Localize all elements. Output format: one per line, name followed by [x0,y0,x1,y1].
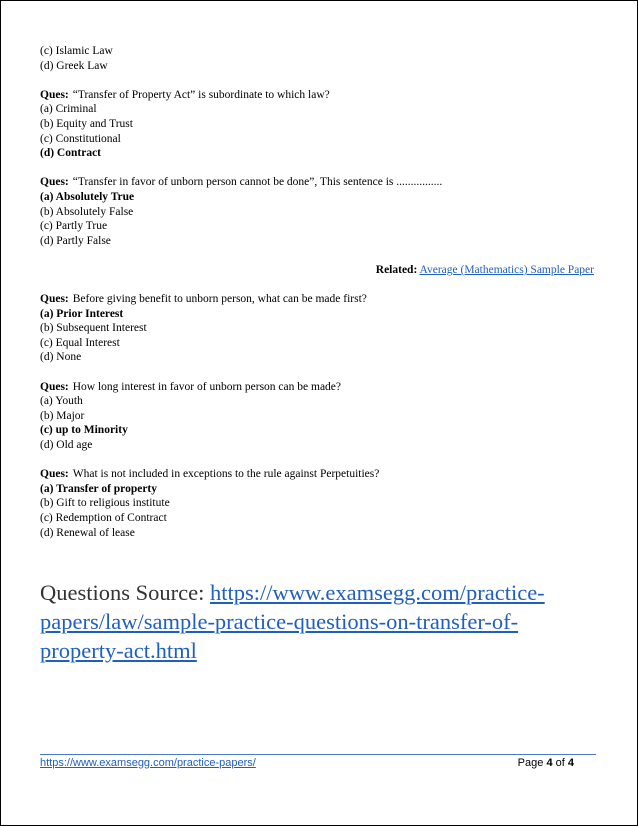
page-number [518,757,574,769]
ques-label: Ques: [40,88,69,101]
question-text: How long interest in favor of unborn person can be made? [72,380,342,393]
option: (c) Islamic Law [40,45,113,57]
option: (d) Old age [40,439,93,452]
option: (d) Renewal of lease [40,526,135,539]
question-text: Before giving benefit to unborn person, what can be made first? [72,293,367,306]
question-text: “Transfer of Property Act” is subordinate to which law? [72,88,330,101]
correct-option: (d) Contract [40,147,101,160]
question [40,467,600,482]
page-of: of [555,757,565,769]
option: (a) Youth [40,395,83,408]
option: (d) None [40,351,82,364]
option: (c) Constitutional [40,132,121,145]
source-link-part-1[interactable]: https://www.examsegg.com/practice- [209,580,545,605]
option: (b) Equity and Trust [40,117,133,130]
source-label: Questions Source: [40,580,205,605]
current-page: 4 [546,757,553,769]
ques-label: Ques: [40,176,69,189]
footer-url-link[interactable]: https://www.examsegg.com/practice-papers/ [40,757,256,769]
option: (d) Greek Law [40,59,108,72]
question-text: “Transfer in favor of unborn person cannot be done”, This sentence is ................ [72,176,443,189]
correct-option: (a) Transfer of property [40,482,158,495]
question [40,175,600,190]
option: (c) Redemption of Contract [40,512,167,524]
question [40,292,600,307]
option: (a) Criminal [40,103,97,116]
page-prefix: Page [517,757,544,769]
related-link[interactable]: Average (Mathematics) Sample Paper [419,263,594,276]
questions-source [40,578,600,665]
correct-option: (a) Absolutely True [40,190,135,203]
option: (c) Partly True [40,220,108,233]
question [40,380,600,395]
document-body [40,44,600,540]
correct-option: (a) Prior Interest [40,307,124,320]
option: (b) Absolutely False [40,205,134,218]
option: (c) Equal Interest [40,336,120,349]
page-footer [40,754,596,769]
related-label: Related: [375,263,418,276]
source-link-part-2[interactable]: papers/law/sample-practice-questions-on-transfer-of- [40,609,519,634]
correct-option: (c) up to Minority [40,424,128,437]
total-pages: 4 [567,757,574,769]
option: (b) Gift to religious institute [40,497,170,510]
question-text: What is not included in exceptions to the rule against Perpetuities? [72,468,380,481]
option: (d) Partly False [40,234,111,247]
ques-label: Ques: [40,380,69,393]
source-link-part-3[interactable]: property-act.html [40,638,197,663]
ques-label: Ques: [40,468,69,481]
question [40,88,600,103]
ques-label: Ques: [40,293,69,306]
option: (b) Subsequent Interest [40,322,147,335]
related-line [40,263,600,278]
option: (b) Major [40,409,85,422]
